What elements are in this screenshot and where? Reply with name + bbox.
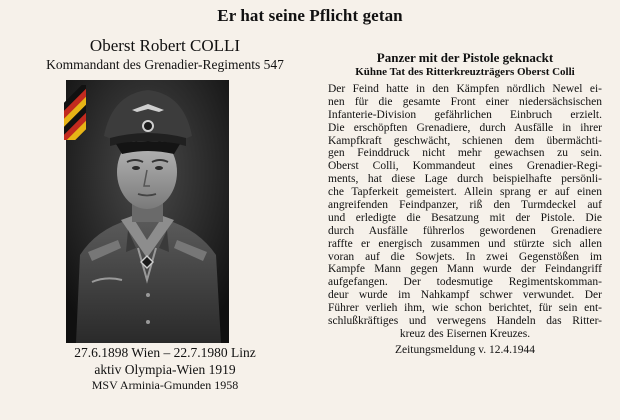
article-line: raffte er energisch zusammen und stürzte sich allen [328, 237, 602, 250]
person-role: Kommandant des Grenadier-Regiments 547 [46, 57, 284, 72]
article-line: Kampfe Mann gegen Mann wurde der Feindangriff [328, 263, 602, 276]
person-header [40, 36, 290, 73]
article-line: voran auf die Sowjets. In zwei Gegenstößen im [328, 250, 602, 263]
article-body [328, 83, 602, 341]
article-source: Zeitungsmeldung v. 12.4.1944 [394, 344, 536, 356]
article-line: kreuz des Eisernen Kreuzes. [399, 327, 531, 340]
article-line: ments, hat diese Lage durch beispielhafte persönli- [328, 173, 602, 186]
portrait-illustration [66, 80, 229, 343]
article-headline: Panzer mit der Pistole geknackt [376, 50, 554, 65]
ribbon-icon [64, 85, 86, 140]
article-line: durch Ausfälle führerlos gewordenen Grenadiere [328, 224, 602, 237]
news-article [328, 50, 602, 341]
article-line: deur wurde im Nahkampf schwer verwundet. Der [328, 289, 602, 302]
article-line: schlußkräftiges und verwegens Handeln das Ritter- [328, 315, 602, 328]
article-line: Kampfkraft geschwächt, schienen dem übermächti- [328, 134, 602, 147]
card-title: Er hat seine Pflicht getan [217, 6, 403, 25]
article-line: Die erschöpften Grenadiere, durch Ausfälle in ihrer [328, 121, 602, 134]
article-line: nen für die gesamte Front einer niedersächsischen [328, 95, 602, 108]
person-name: Oberst Robert COLLI [89, 36, 241, 55]
article-line: Führer verlieh ihm, wie schon berichtet, für sein ent- [328, 302, 602, 315]
article-line: angreifenden Feindpanzer, riß den Turmdeckel auf [328, 199, 602, 212]
article-line: und erledigte die Besatzung mit der Pistole. Die [328, 211, 602, 224]
article-line: che Tapferkeit gemeistert. Allein sprang er auf einen [328, 186, 602, 199]
article-line: aufgefangen. Der todesmutige Regimentskomman- [328, 276, 602, 289]
article-line: Infanterie-Division gefährlichen Einbruch erzielt. [328, 108, 602, 121]
portrait-photo [66, 80, 229, 343]
article-line: Oberst Colli, Kommandeut eines Grenadier-Regi- [328, 160, 602, 173]
lifespan: 27.6.1898 Wien – 22.7.1980 Linz [74, 345, 256, 360]
club-membership-1: aktiv Olympia-Wien 1919 [94, 362, 236, 377]
article-line: Der Feind hatte in den Kämpfen nördlich Newel ei- [328, 83, 602, 95]
article-line: gen Feinddruck nicht mehr gewachsen zu sein. [328, 147, 602, 160]
club-membership-2: MSV Arminia-Gmunden 1958 [91, 378, 239, 392]
article-subheadline: Kühne Tat des Ritterkreuzträgers Oberst Colli [355, 66, 575, 78]
